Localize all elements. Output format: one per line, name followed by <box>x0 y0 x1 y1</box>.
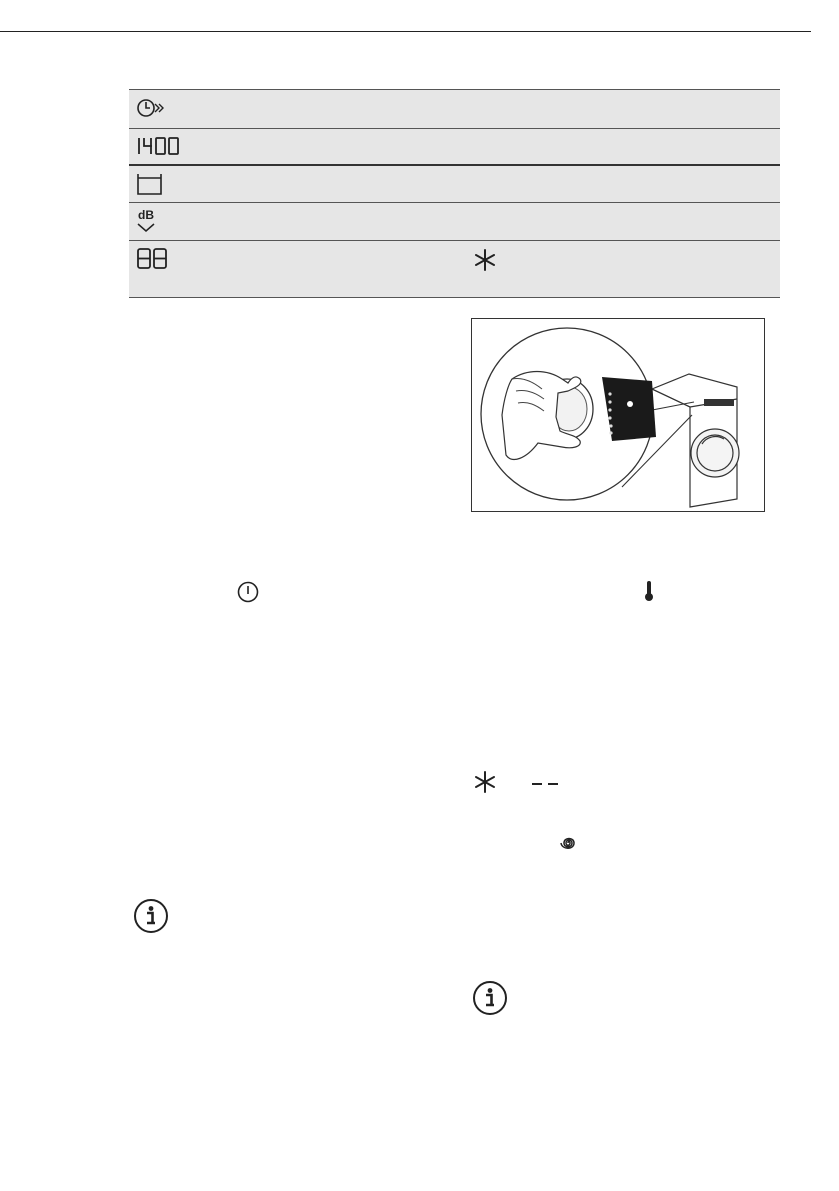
hand-turning-program-knob-washing-machine-illustration <box>471 318 765 512</box>
table-row-spin-speed <box>129 128 780 164</box>
svg-text:dB: dB <box>138 208 154 222</box>
db-sound-icon <box>135 206 165 243</box>
asterisk-dash-display-icon <box>472 769 562 800</box>
table-row-display <box>129 240 780 298</box>
spiral-icon <box>556 831 580 860</box>
power-icon <box>236 580 260 609</box>
table-row-drum <box>129 164 780 202</box>
spin-1400-display-icon <box>135 133 181 164</box>
top-rule <box>0 31 811 32</box>
thermometer-icon <box>643 579 655 608</box>
delay-start-icon <box>135 94 171 127</box>
table-row-sound <box>129 202 780 240</box>
symbol-table <box>129 89 780 298</box>
digits-88-display-icon <box>135 246 171 277</box>
table-row-delay-start <box>129 89 780 128</box>
asterisk-icon <box>472 247 498 278</box>
drum-icon <box>135 170 165 203</box>
info-icon <box>472 980 508 1016</box>
info-icon <box>133 898 169 934</box>
